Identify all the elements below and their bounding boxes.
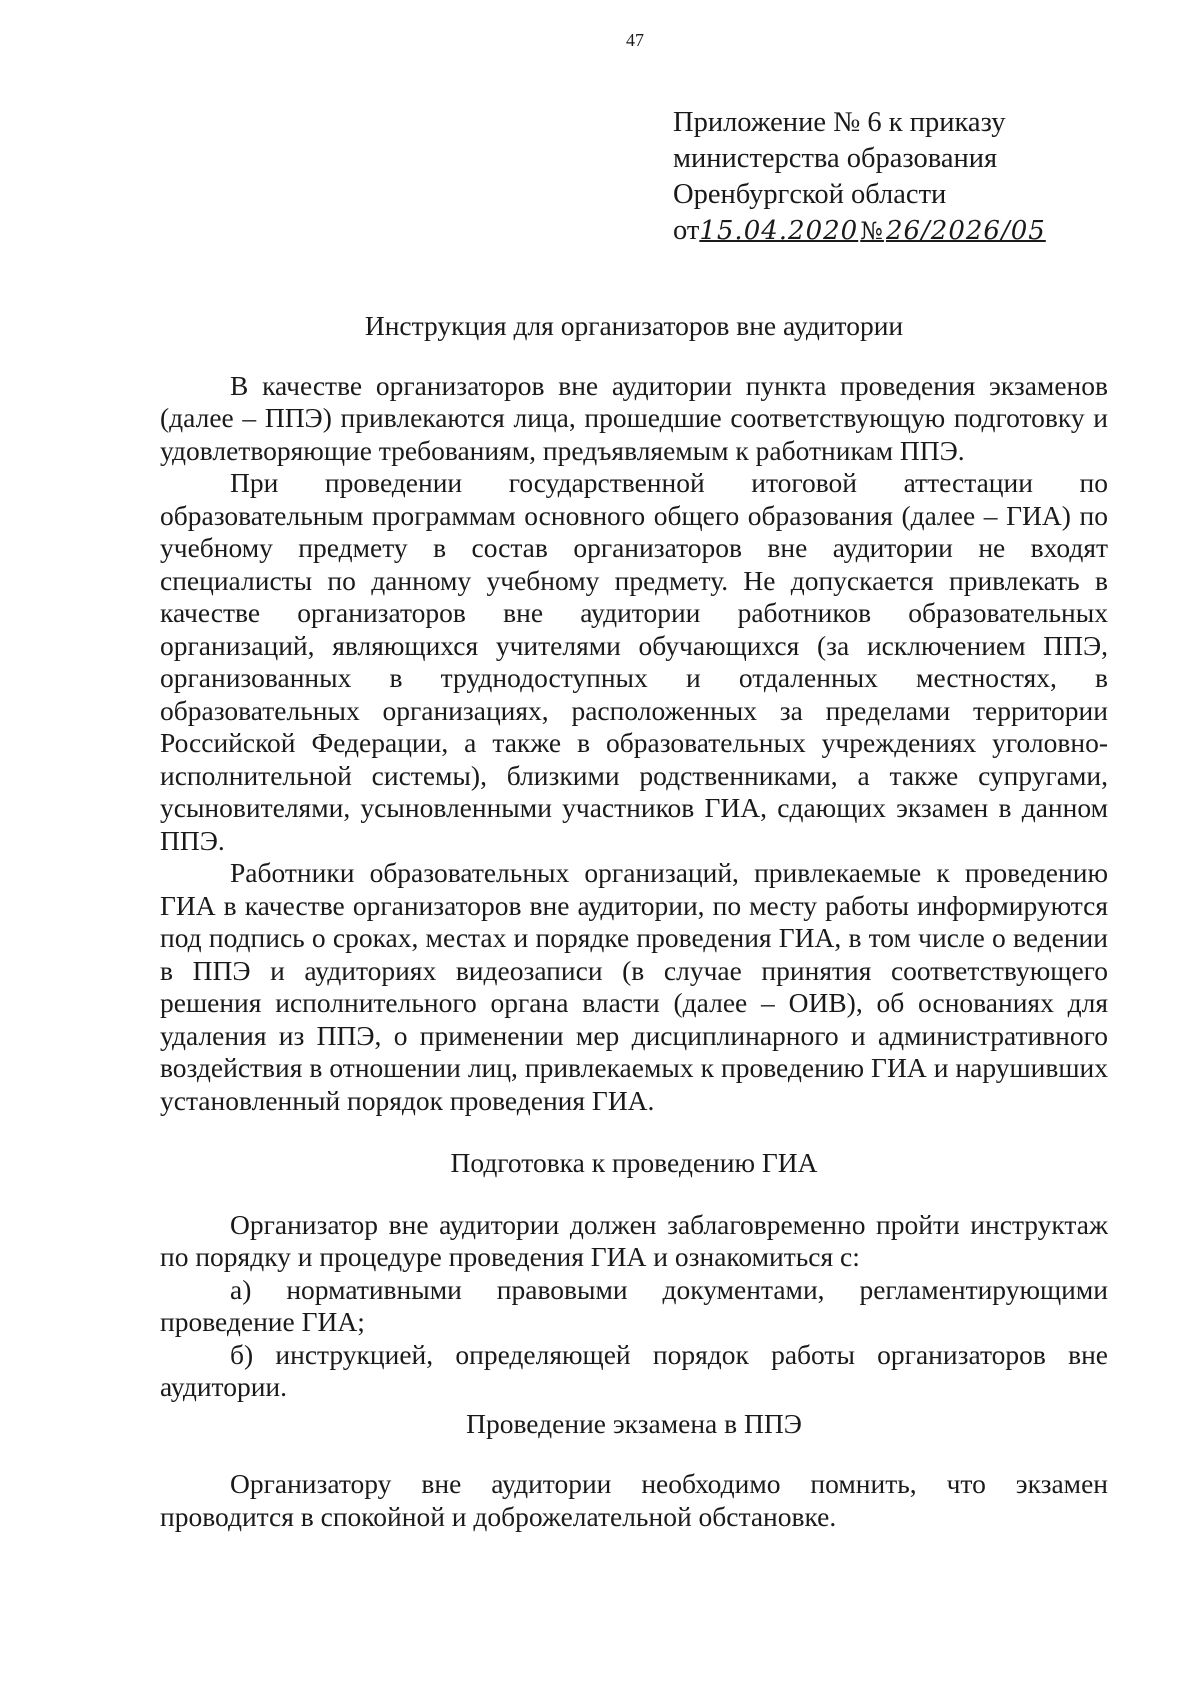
paragraph-preparation-1: Организатор вне аудитории должен заблаговременно пройти инструктаж по порядку и процедуре проведения ГИА и ознакомиться с: bbox=[160, 1208, 1108, 1272]
paragraph-intro-1: В качестве организаторов вне аудитории пункта проведения экзаменов (далее – ППЭ) привлекаются лица, прошедшие соответствующую подготовку и удовлетворяющие требованиям, предъявляемым к работникам ППЭ. bbox=[160, 369, 1108, 466]
number-sign: № bbox=[860, 217, 884, 245]
document-body bbox=[160, 310, 1108, 1533]
paragraph-preparation-a: а) нормативными правовыми документами, регламентирующими проведение ГИА; bbox=[160, 1273, 1108, 1337]
page-number: 47 bbox=[626, 30, 644, 50]
appendix-block bbox=[673, 105, 1133, 249]
handwritten-order-number: 26/2026/05 bbox=[885, 216, 1046, 246]
paragraph-intro-3: Работники образовательных организаций, привлекаемые к проведению ГИА в качестве организаторов вне аудитории, по месту работы информируются под подпись о сроках, местах и порядке проведения ГИА, в том числе о ведении в ППЭ и аудиториях видеозаписи (в случае принятия соответствующего решения исполнительного органа власти (далее – ОИВ), об основаниях для удаления из ППЭ, о применении мер дисциплинарного и административного воздействия в отношении лиц, привлекаемых к проведению ГИА и нарушивших установленный порядок проведения ГИА. bbox=[160, 857, 1108, 1116]
paragraph-intro-2: При проведении государственной итоговой аттестации по образовательным программам основного общего образования (далее – ГИА) по учебному предмету в состав организаторов вне аудитории не входят специалисты по данному учебному предмету. Не допускается привлекать в качестве организаторов вне аудитории работников образовательных организаций, являющихся учителями обучающихся (за исключением ППЭ, организованных в труднодоступных и отдаленных местностях, в образовательных организациях, расположенных за пределами территории Российской Федерации, а также в образовательных учреждениях уголовно-исполнительной системы), близкими родственниками, а также супругами, усыновителями, усыновленными участников ГИА, сдающих экзамен в данном ППЭ. bbox=[160, 467, 1108, 856]
paragraph-exam-1: Организатору вне аудитории необходимо помнить, что экзамен проводится в спокойной и доброжелательной обстановке. bbox=[160, 1468, 1108, 1532]
appendix-line-1: Приложение № 6 к приказу bbox=[673, 107, 1006, 138]
appendix-line-2: министерства образования bbox=[673, 143, 998, 174]
handwritten-date-value: 15.04.2020 bbox=[699, 216, 859, 246]
section-heading-preparation: Подготовка к проведению ГИА bbox=[450, 1147, 818, 1178]
date-prefix: от bbox=[673, 215, 700, 246]
appendix-line-3: Оренбургской области bbox=[673, 179, 947, 210]
document-title: Инструкция для организаторов вне аудитории bbox=[364, 310, 904, 341]
paragraph-preparation-b: б) инструкцией, определяющей порядок работы организаторов вне аудитории. bbox=[160, 1338, 1108, 1402]
section-heading-exam: Проведение экзамена в ППЭ bbox=[466, 1407, 802, 1439]
handwritten-date bbox=[699, 216, 1045, 246]
appendix-date-line bbox=[673, 213, 1133, 249]
